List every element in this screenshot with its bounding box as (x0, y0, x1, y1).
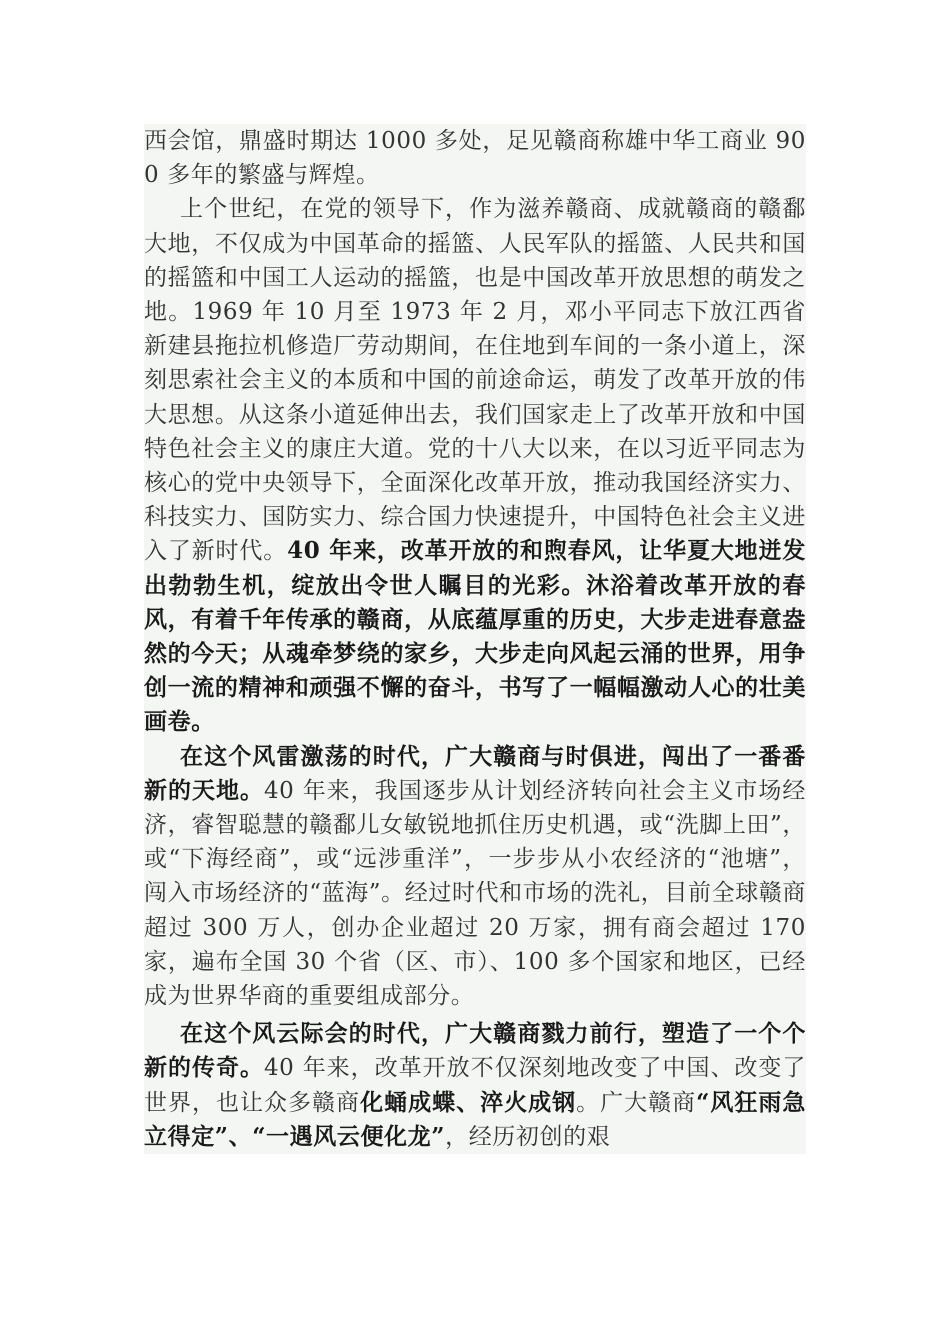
paragraph-1 (144, 124, 806, 192)
paragraph-text: 。广大赣商 (576, 1089, 697, 1116)
bold-text: 40 年来，改革开放的和煦春风，让华夏大地迸发出勃勃生机，绽放出令世人瞩目的光彩。沐浴着改革开放的春风，有着千年传承的赣商，从底蕴厚重的历史，大步走进春意盎然的今天；从魂牵梦绕的家乡，大步走向风起云涌的世界，用争创一流的精神和顽强不懈的奋斗，书写了一幅幅激动人心的壮美画卷。 (144, 537, 806, 736)
paragraph-text: ，经历初创的艰 (445, 1123, 611, 1150)
paragraph-text: 上个世纪，在党的领导下，作为滋养赣商、成就赣商的赣鄱大地，不仅成为中国革命的摇篮、人民军队的摇篮、人民共和国的摇篮和中国工人运动的摇篮，也是中国改革开放思想的萌发之地。1969 年 10 月至 1973 年 2 月，邓小平同志下放江西省新建县拖拉机修造厂劳动期间，在住地到车间的一条小道上，深刻思索社会主义的本质和中国的前途命运，萌发了改革开放的伟大思想。从这条小道延伸出去，我们国家走上了改革开放和中国特色社会主义的康庄大道。党的十八大以来，在以习近平同志为核心的党中央领导下，全面深化改革开放，推动我国经济实力、科技实力、国防实力、综合国力快速提升，中国特色社会主义进入了新时代。 (144, 196, 806, 565)
paragraph-4 (144, 1017, 806, 1154)
bold-text: “风狂雨急立得定”、“一遇风云便化龙” (144, 1088, 807, 1150)
paragraph-text: 40 年来，改革开放不仅深刻地改变了中国、改变了世界，也让众多赣商 (144, 1055, 807, 1116)
paragraph-text: 40 年来，我国逐步从计划经济转向社会主义市场经济，睿智聪慧的赣鄱儿女敏锐地抓住历史机遇，或“洗脚上田”，或“下海经商”，或“远涉重洋”，一步步从小农经济的“池塘”，闯入市场经济的“蓝海”。经过时代和市场的洗礼，目前全球赣商超过 300 万人，创办企业超过 20 万家，拥有商会超过 170 家，遍布全国 30 个省（区、市）、100 多个国家和地区，已经成为世界华商的重要组成部分。 (144, 777, 807, 1010)
paragraph-3 (144, 740, 806, 1014)
bold-text: 在这个风云际会的时代，广大赣商戮力前行，塑造了一个个新的传奇。 (144, 1020, 806, 1082)
bold-text: 在这个风雷激荡的时代，广大赣商与时俱进，闯出了一番番新的天地。 (144, 742, 806, 804)
paragraph-text: 西会馆，鼎盛时期达 1000 多处，足见赣商称雄中华工商业 900 多年的繁盛与辉煌。 (144, 128, 806, 189)
paragraph-2 (144, 192, 806, 739)
document-body (144, 124, 806, 1154)
bold-text: 化蛹成蝶、淬火成钢 (360, 1088, 577, 1116)
